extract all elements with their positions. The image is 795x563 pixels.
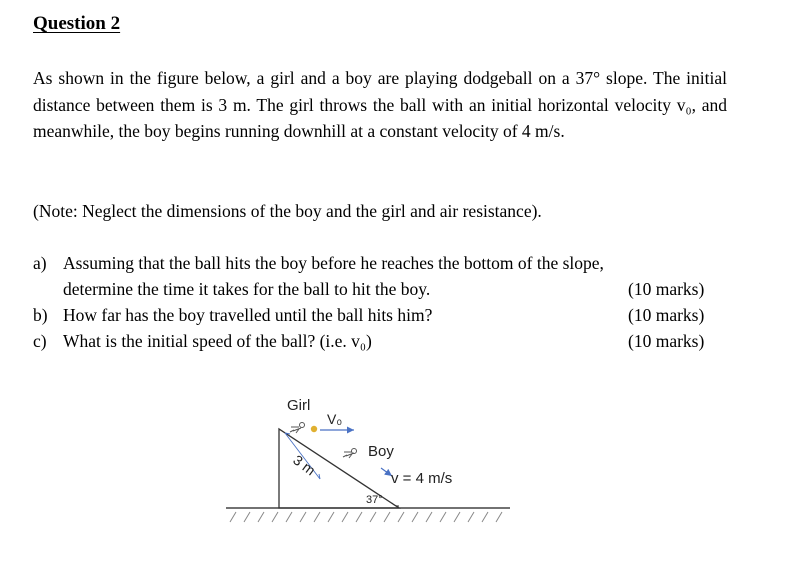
question-text: Assuming that the ball hits the boy before he reaches the bottom of the slope,: [63, 253, 604, 273]
question-label: a): [33, 253, 47, 273]
angle-label: 37°: [366, 494, 383, 506]
question-text-continued: determine the time it takes for the ball to hit the boy.: [63, 279, 431, 299]
girl-label: Girl: [287, 397, 311, 414]
question-label: b): [33, 305, 48, 325]
boy-label: Boy: [368, 443, 394, 460]
question-text: What is the initial speed of the ball? (i.e. v₀): [63, 331, 372, 351]
angle-arc: [392, 503, 399, 506]
problem-note: (Note: Neglect the dimensions of the boy and the girl and air resistance).: [33, 201, 542, 221]
distance-label: 3 m: [290, 451, 319, 479]
v0-label: V₀: [327, 411, 343, 427]
ground: [226, 508, 510, 522]
question-label: c): [33, 331, 47, 351]
speed-label: v = 4 m/s: [391, 470, 453, 487]
problem-statement: As shown in the figure below, a girl and a boy are playing dodgeball on a 37° slope. The initial distance between them is 3 m. The girl throws the ball with an initial horizontal velocity v₀, and meanwhile, the boy begins running downhill at a constant velocity of 4 m/s.: [33, 68, 727, 141]
ball: [311, 426, 317, 432]
question-marks: (10 marks): [628, 279, 705, 299]
question-heading: Question 2: [33, 13, 121, 34]
boy-figure: [343, 449, 357, 459]
girl-figure: [290, 423, 305, 434]
question-marks: (10 marks): [628, 305, 705, 325]
question-marks: (10 marks): [628, 331, 705, 351]
question-text: How far has the boy travelled until the ball hits him?: [63, 305, 433, 325]
